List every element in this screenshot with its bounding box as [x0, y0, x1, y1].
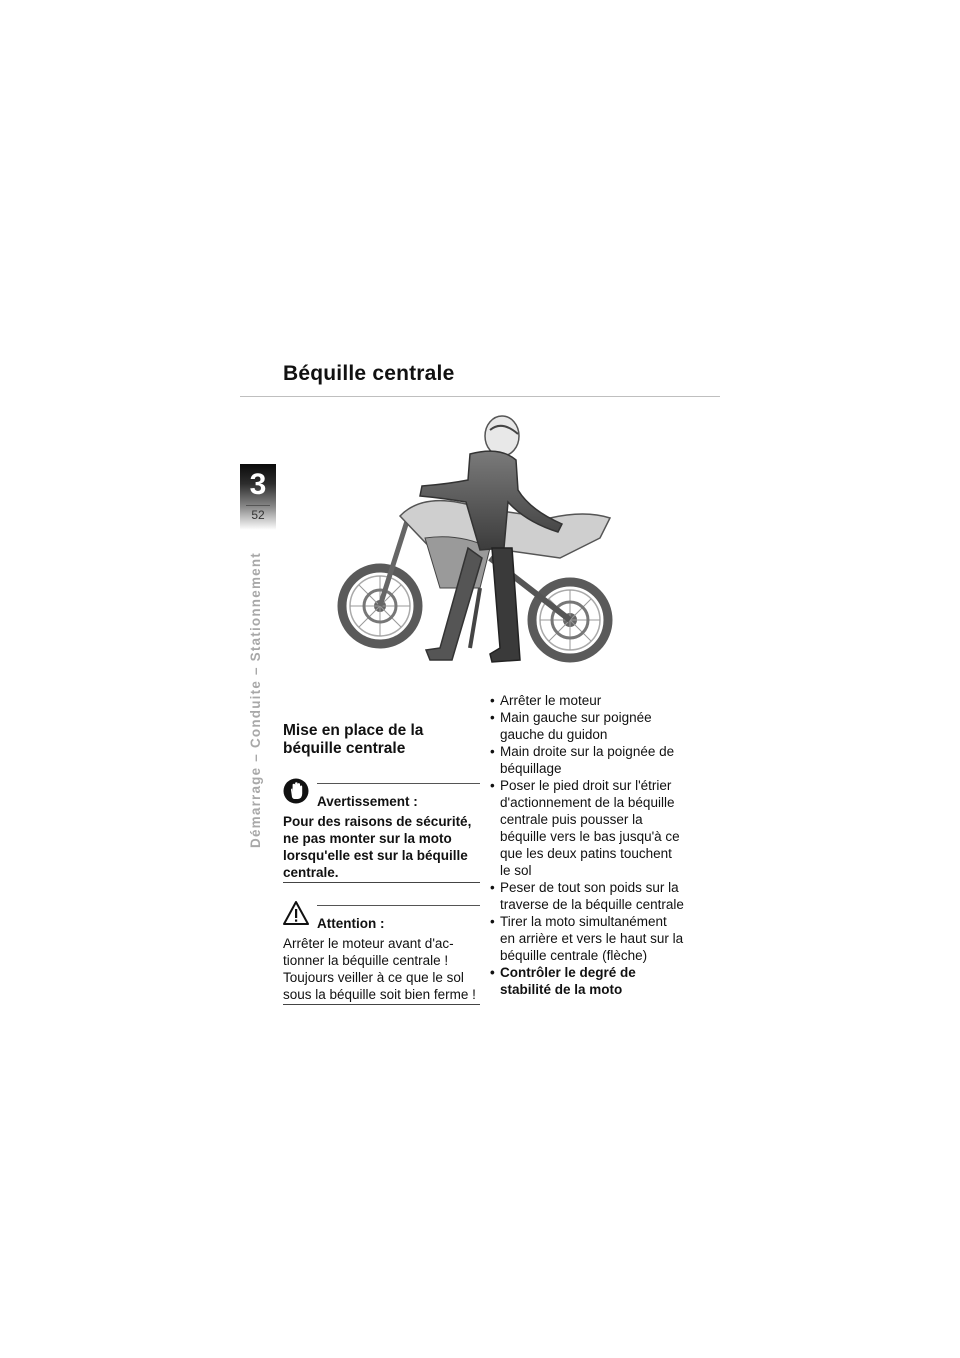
attention-heading: Attention :	[317, 916, 385, 931]
exclamation-triangle-icon	[283, 900, 309, 926]
page-title: Béquille centrale	[283, 362, 455, 385]
stop-hand-icon	[283, 778, 309, 804]
chapter-tab	[240, 464, 276, 530]
chapter-divider	[246, 505, 270, 506]
step-item	[490, 692, 700, 709]
procedure-steps	[490, 692, 700, 998]
page-number: 52	[251, 508, 265, 522]
step-item	[490, 709, 700, 743]
title-divider	[240, 396, 720, 397]
step-text: Contrôler le degré de stabilité de la moto	[500, 965, 636, 997]
step-text: Main droite sur la poignée de béquillage	[500, 744, 675, 776]
bullet: •	[490, 965, 495, 980]
step-text: Poser le pied droit sur l'étrier d'actionnement de la béquille centrale puis pousser la béquille vers le bas jusqu'à ce que les deux patins touchent le sol	[500, 778, 680, 878]
attention-text: Arrêter le moteur avant d'ac- tionner la béquille centrale ! Toujours veiller à ce que le sol sous la béquille soit bien ferme !	[283, 935, 480, 1005]
step-item	[490, 913, 700, 964]
chapter-number: 3	[249, 468, 267, 501]
step-text: Arrêter le moteur	[500, 693, 602, 708]
motorcycle-center-stand-illustration	[330, 398, 630, 676]
step-item	[490, 879, 700, 913]
bullet: •	[490, 914, 495, 929]
step-text: Main gauche sur poignée gauche du guidon	[500, 710, 652, 742]
warning-heading: Avertissement :	[317, 794, 418, 809]
bullet: •	[490, 710, 495, 725]
bullet: •	[490, 744, 495, 759]
bullet: •	[490, 693, 495, 708]
step-text: Tirer la moto simultanément en arrière et vers le haut sur la béquille centrale (flèche)	[500, 914, 684, 963]
warning-top-rule	[317, 783, 480, 784]
step-item	[490, 964, 700, 998]
attention-top-rule	[317, 905, 480, 906]
warning-text: Pour des raisons de sécurité, ne pas monter sur la moto lorsqu'elle est sur la béquille centrale.	[283, 813, 480, 883]
bullet: •	[490, 880, 495, 895]
step-text: Peser de tout son poids sur la traverse de la béquille centrale	[500, 880, 684, 912]
step-item	[490, 777, 700, 879]
chapter-section-label: Démarrage – Conduite – Stationnement	[248, 551, 263, 848]
bullet: •	[490, 778, 495, 793]
left-column	[283, 722, 479, 758]
section-heading: Mise en place de la béquille centrale	[283, 722, 424, 757]
step-item	[490, 743, 700, 777]
